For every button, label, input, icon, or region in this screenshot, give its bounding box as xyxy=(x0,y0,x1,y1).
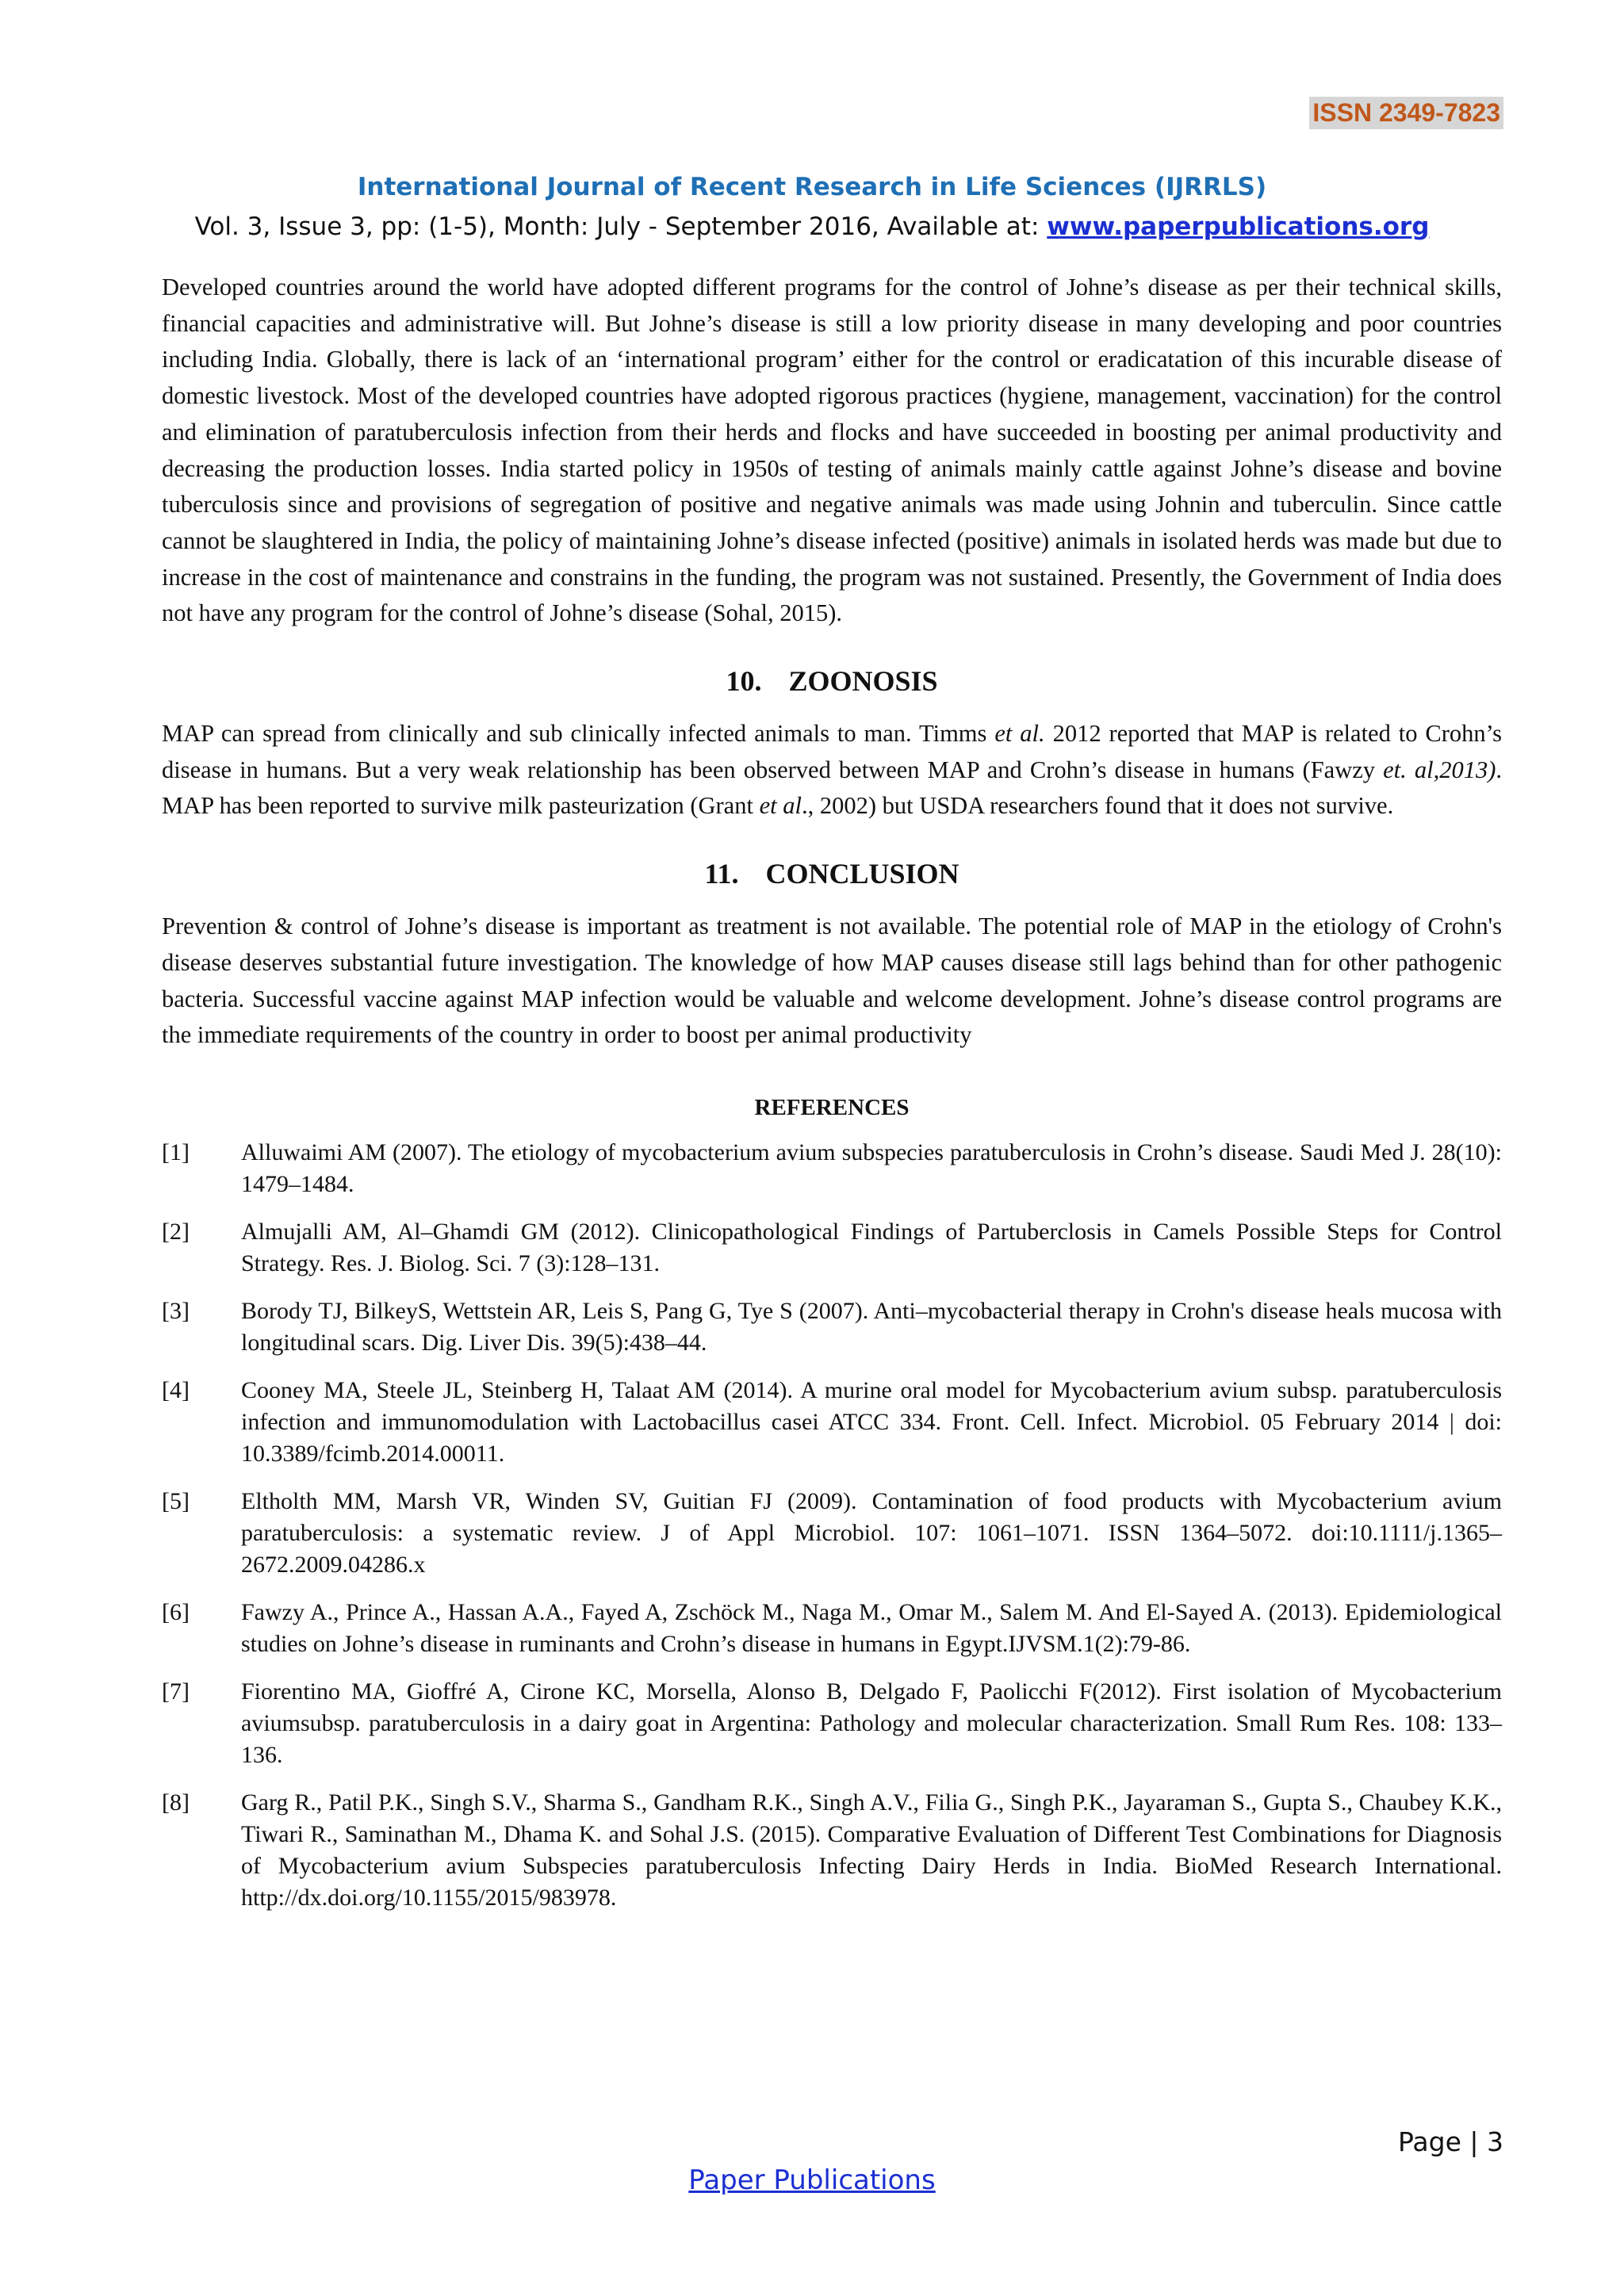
reference-text: Eltholth MM, Marsh VR, Winden SV, Guitian FJ (2009). Contamination of food products with Mycobacterium avium paratuberculosis: a systematic review. J of Appl Microbiol. 107: 1061–1071. ISSN 1364–5072. doi:10.1111/j.1365–2672.2009.04286.x xyxy=(241,1487,1502,1578)
publisher-link[interactable]: Paper Publications xyxy=(688,2164,936,2196)
reference-item xyxy=(162,1597,1502,1660)
zoonosis-text-3: . MAP has been reported to survive milk pasteurization (Grant xyxy=(162,756,1502,820)
reference-text: Fiorentino MA, Gioffré A, Cirone KC, Morsella, Alonso B, Delgado F, Paolicchi F(2012). First isolation of Mycobacterium aviumsubsp. paratuberculosis in a dairy goat in Argentina: Pathology and molecular characterization. Small Rum Res. 108: 133– 136. xyxy=(241,1678,1502,1768)
page-number: Page | 3 xyxy=(1398,2126,1503,2157)
conclusion-heading xyxy=(162,855,1502,893)
issn-label: ISSN 2349-7823 xyxy=(1309,97,1503,129)
reference-item xyxy=(162,1295,1502,1359)
reference-text: Fawzy A., Prince A., Hassan A.A., Fayed A, Zschöck M., Naga M., Omar M., Salem M. And El-Sayed A. (2013). Epidemiological studies on Johne’s disease in ruminants and Crohn’s disease in humans in Egypt.IJVSM.1(2):79-86. xyxy=(241,1598,1502,1657)
conclusion-paragraph: Prevention & control of Johne’s disease is important as treatment is not available. The potential role of MAP in the etiology of Crohn's disease deserves substantial future investigation. The knowledge of how MAP causes disease still lags behind than for other pathogenic bacteria. Successful vaccine against MAP infection would be valuable and welcome development. Johne’s disease control programs are the immediate requirements of the country in order to boost per animal productivity xyxy=(162,913,1502,1049)
page-content xyxy=(162,270,1502,1930)
conclusion-title: CONCLUSION xyxy=(765,858,959,890)
zoonosis-text-1: MAP can spread from clinically and sub clinically infected animals to man. Timms xyxy=(162,720,995,748)
journal-website-link[interactable]: www.paperpublications.org xyxy=(1047,212,1430,241)
reference-number: [6] xyxy=(162,1598,190,1625)
reference-number: [7] xyxy=(162,1678,190,1705)
zoonosis-em-3: et al xyxy=(759,792,802,820)
zoonosis-text-4: ., 2002) but USDA researchers found that it does not survive. xyxy=(801,792,1394,820)
zoonosis-text-2: 2012 reported that MAP is related to Crohn’s disease in humans. But a very weak relationship has been observed between MAP and Crohn’s disease in humans (Fawzy xyxy=(162,720,1502,783)
reference-item xyxy=(162,1486,1502,1581)
reference-number: [8] xyxy=(162,1789,190,1816)
reference-number: [4] xyxy=(162,1376,190,1403)
conclusion-number: 11. xyxy=(704,858,739,890)
reference-number: [5] xyxy=(162,1487,190,1514)
zoonosis-em-2: et. al,2013) xyxy=(1383,756,1496,783)
intro-paragraph: Developed countries around the world have adopted different programs for the control of Johne’s disease as per their technical skills, financial capacities and administrative will. But Johne’s disease is still a low priority disease in many developing and poor countries including India. Globally, there is lack of an ‘international program’ either for the control or eradicatation of this incurable disease of domestic livestock. Most of the developed countries have adopted rigorous practices (hygiene, management, vaccination) for the control and elimination of paratuberculosis infection from their herds and flocks and have succeeded in boosting per animal productivity and decreasing the production losses. India started policy in 1950s of testing of animals mainly cattle against Johne’s disease and bovine tuberculosis since and provisions of segregation of positive and negative animals was made using Johnin and tuberculin. Since cattle cannot be slaughtered in India, the policy of maintaining Johne’s disease infected (positive) animals in isolated herds was made but due to increase in the cost of maintenance and constrains in the funding, the program was not sustained. Presently, the Government of India does not have any program for the control of Johne’s disease (Sohal, 2015). xyxy=(162,274,1502,627)
reference-text: Garg R., Patil P.K., Singh S.V., Sharma S., Gandham R.K., Singh A.V., Filia G., Singh P.K., Jayaraman S., Gupta S., Chaubey K.K., Tiwari R., Saminathan M., Dhama K. and Sohal J.S. (2015). Comparative Evaluation of Different Test Combinations for Diagnosis of Mycobacterium avium Subspecies paratuberculosis Infecting Dairy Herds in India. BioMed Research International. http://dx.doi.org/10.1155/2015/983978. xyxy=(241,1789,1502,1911)
journal-details xyxy=(0,212,1624,241)
reference-text: Almujalli AM, Al–Ghamdi GM (2012). Clinicopathological Findings of Partuberclosis in Camels Possible Steps for Control Strategy. Res. J. Biolog. Sci. 7 (3):128–131. xyxy=(241,1218,1502,1276)
reference-number: [1] xyxy=(162,1138,190,1165)
reference-text: Alluwaimi AM (2007). The etiology of mycobacterium avium subspecies paratuberculosis in Crohn’s disease. Saudi Med J. 28(10): 1479–1484. xyxy=(241,1138,1502,1197)
journal-title: International Journal of Recent Research in Life Sciences (IJRRLS) xyxy=(357,173,1267,201)
reference-number: [3] xyxy=(162,1297,190,1324)
reference-item xyxy=(162,1137,1502,1200)
references-heading: REFERENCES xyxy=(754,1094,910,1120)
reference-item xyxy=(162,1787,1502,1914)
reference-text: Cooney MA, Steele JL, Steinberg H, Talaat AM (2014). A murine oral model for Mycobacterium avium subsp. paratuberculosis infection and immunomodulation with Lactobacillus casei ATCC 334. Front. Cell. Infect. Microbiol. 05 February 2014 | doi: 10.3389/fcimb.2014.00011. xyxy=(241,1376,1502,1467)
reference-text: Borody TJ, BilkeyS, Wettstein AR, Leis S, Pang G, Tye S (2007). Anti–mycobacterial therapy in Crohn's disease heals mucosa with longitudinal scars. Dig. Liver Dis. 39(5):438–44. xyxy=(241,1297,1502,1356)
zoonosis-number: 10. xyxy=(726,665,762,698)
zoonosis-paragraph xyxy=(162,716,1502,825)
reference-item xyxy=(162,1375,1502,1470)
reference-number: [2] xyxy=(162,1218,190,1245)
zoonosis-em-1: et al. xyxy=(994,720,1045,748)
references-list xyxy=(162,1137,1502,1914)
journal-details-text: Vol. 3, Issue 3, pp: (1-5), Month: July - September 2016, Available at: xyxy=(194,212,1048,241)
reference-item xyxy=(162,1216,1502,1280)
zoonosis-title: ZOONOSIS xyxy=(788,665,938,698)
zoonosis-heading xyxy=(162,662,1502,700)
reference-item xyxy=(162,1676,1502,1771)
